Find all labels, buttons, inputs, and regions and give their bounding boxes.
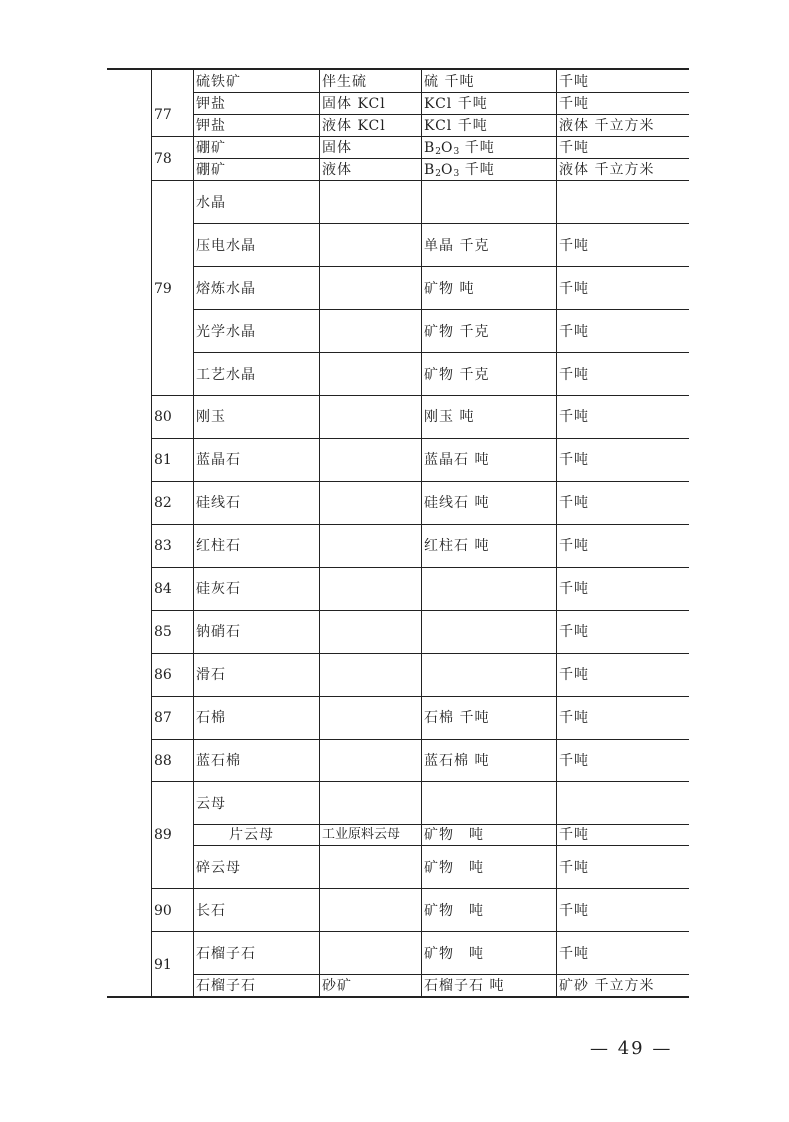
- formula-b: B: [424, 140, 436, 156]
- column-divider: [556, 68, 557, 997]
- ore-unit: 千吨: [559, 281, 589, 297]
- mineral-type: 固体: [322, 140, 352, 156]
- row-number: 84: [154, 581, 172, 597]
- reserve-unit: 石棉 千吨: [424, 710, 490, 726]
- row-number: 77: [154, 107, 172, 123]
- mineral-name: 硅线石: [196, 495, 241, 511]
- ore-unit: 千吨: [559, 860, 589, 876]
- ore-unit: 千吨: [559, 710, 589, 726]
- row-divider: [193, 352, 689, 353]
- table-top-border: [107, 68, 689, 70]
- reserve-unit: 矿物 吨: [424, 903, 484, 919]
- reserve-unit: 石榴子石 吨: [424, 978, 505, 994]
- reserve-unit: [424, 162, 495, 182]
- ore-unit: 千吨: [559, 74, 589, 90]
- row-divider: [193, 309, 689, 310]
- reserve-unit: 矿物 吨: [424, 281, 475, 297]
- row-divider: [193, 824, 689, 825]
- row-divider: [151, 481, 689, 482]
- row-number: 88: [154, 753, 172, 769]
- mineral-name: 滑石: [196, 667, 226, 683]
- mineral-name: 片云母: [229, 827, 274, 843]
- mineral-name: 长石: [196, 903, 226, 919]
- ore-unit: 千吨: [559, 538, 589, 554]
- row-number: 79: [154, 281, 172, 297]
- row-divider: [151, 931, 689, 932]
- row-number: 91: [154, 957, 172, 973]
- mineral-name: 石榴子石: [196, 978, 256, 994]
- row-divider: [151, 180, 689, 181]
- mineral-name: 硫铁矿: [196, 74, 241, 90]
- ore-unit: 液体 千立方米: [559, 162, 655, 178]
- mineral-name: 云母: [196, 796, 226, 812]
- formula-unit: 千吨: [459, 162, 495, 178]
- mineral-name: 钾盐: [196, 96, 226, 112]
- row-divider: [151, 136, 689, 137]
- ore-unit: 千吨: [559, 624, 589, 640]
- row-number: 81: [154, 452, 172, 468]
- reserve-unit: 矿物 吨: [424, 946, 484, 962]
- ore-unit: 千吨: [559, 946, 589, 962]
- column-divider: [151, 68, 152, 997]
- ore-unit: 千吨: [559, 367, 589, 383]
- row-divider: [193, 845, 689, 846]
- mineral-name: 石棉: [196, 710, 226, 726]
- mineral-name: 蓝石棉: [196, 753, 241, 769]
- ore-unit: 液体 千立方米: [559, 118, 655, 134]
- mineral-name: 刚玉: [196, 409, 226, 425]
- row-number: 86: [154, 667, 172, 683]
- row-divider: [151, 524, 689, 525]
- row-divider: [151, 781, 689, 782]
- formula-sub: 3: [453, 147, 460, 157]
- ore-unit: 千吨: [559, 96, 589, 112]
- ore-unit: 矿砂 千立方米: [559, 978, 655, 994]
- mineral-type: 液体: [322, 162, 352, 178]
- table-bottom-border: [107, 996, 689, 998]
- formula-o: O: [441, 140, 454, 156]
- ore-unit: 千吨: [559, 238, 589, 254]
- mineral-type: 液体 KCl: [322, 118, 386, 134]
- formula-b: B: [424, 162, 436, 178]
- ore-unit: 千吨: [559, 140, 589, 156]
- formula-sub: 3: [453, 169, 460, 179]
- reserve-unit: 硅线石 吨: [424, 495, 490, 511]
- reserve-unit: 矿物 吨: [424, 827, 484, 843]
- reserve-unit: 蓝晶石 吨: [424, 452, 490, 468]
- mineral-name: 石榴子石: [196, 946, 256, 962]
- mineral-name: 硼矿: [196, 162, 226, 178]
- mineral-name: 压电水晶: [196, 238, 256, 254]
- reserve-unit: 硫 千吨: [424, 74, 475, 90]
- row-divider: [151, 438, 689, 439]
- reserve-unit: 单晶 千克: [424, 238, 490, 254]
- mineral-name: 碎云母: [196, 860, 241, 876]
- ore-unit: 千吨: [559, 452, 589, 468]
- ore-unit: 千吨: [559, 827, 589, 843]
- formula-unit: 千吨: [459, 140, 495, 156]
- reserve-unit: 红柱石 吨: [424, 538, 490, 554]
- row-divider: [193, 92, 689, 93]
- reserve-unit: 矿物 千克: [424, 324, 490, 340]
- reserve-unit: KCl 千吨: [424, 96, 488, 112]
- ore-unit: 千吨: [559, 495, 589, 511]
- ore-unit: 千吨: [559, 753, 589, 769]
- row-divider: [193, 223, 689, 224]
- mineral-type: 伴生硫: [322, 74, 367, 90]
- ore-unit: 千吨: [559, 409, 589, 425]
- row-divider: [151, 395, 689, 396]
- ore-unit: 千吨: [559, 667, 589, 683]
- mineral-name: 钾盐: [196, 118, 226, 134]
- row-divider: [151, 567, 689, 568]
- mineral-name: 水晶: [196, 195, 226, 211]
- ore-unit: 千吨: [559, 903, 589, 919]
- mineral-type: 固体 KCl: [322, 96, 386, 112]
- formula-sub: 2: [435, 169, 442, 179]
- row-number: 85: [154, 624, 172, 640]
- mineral-name: 硅灰石: [196, 581, 241, 597]
- row-divider: [151, 739, 689, 740]
- mineral-type: 砂矿: [322, 978, 352, 994]
- reserve-unit: KCl 千吨: [424, 118, 488, 134]
- column-divider: [421, 68, 422, 997]
- mineral-name: 红柱石: [196, 538, 241, 554]
- formula-sub: 2: [435, 147, 442, 157]
- mineral-name: 工艺水晶: [196, 367, 256, 383]
- row-number: 83: [154, 538, 172, 554]
- reserve-unit: [424, 140, 495, 160]
- row-number: 80: [154, 409, 172, 425]
- row-divider: [151, 653, 689, 654]
- row-number: 89: [154, 827, 172, 843]
- column-divider: [193, 68, 194, 997]
- reserve-unit: 矿物 千克: [424, 367, 490, 383]
- mineral-type: 工业原料云母: [322, 827, 401, 842]
- ore-unit: 千吨: [559, 581, 589, 597]
- column-divider: [319, 68, 320, 997]
- reserve-unit: 刚玉 吨: [424, 409, 475, 425]
- row-divider: [193, 266, 689, 267]
- ore-unit: 千吨: [559, 324, 589, 340]
- reserve-unit: 蓝石棉 吨: [424, 753, 490, 769]
- formula-o: O: [441, 162, 454, 178]
- row-divider: [151, 696, 689, 697]
- page-number: — 49 —: [590, 1038, 673, 1059]
- row-divider: [193, 114, 689, 115]
- mineral-name: 钠硝石: [196, 624, 241, 640]
- row-divider: [151, 610, 689, 611]
- row-number: 87: [154, 710, 172, 726]
- reserve-unit: 矿物 吨: [424, 860, 484, 876]
- row-number: 82: [154, 495, 172, 511]
- row-number: 78: [154, 151, 172, 167]
- mineral-name: 光学水晶: [196, 324, 256, 340]
- row-divider: [193, 974, 689, 975]
- mineral-name: 熔炼水晶: [196, 281, 256, 297]
- row-number: 90: [154, 903, 172, 919]
- mineral-name: 蓝晶石: [196, 452, 241, 468]
- row-divider: [151, 888, 689, 889]
- mineral-name: 硼矿: [196, 140, 226, 156]
